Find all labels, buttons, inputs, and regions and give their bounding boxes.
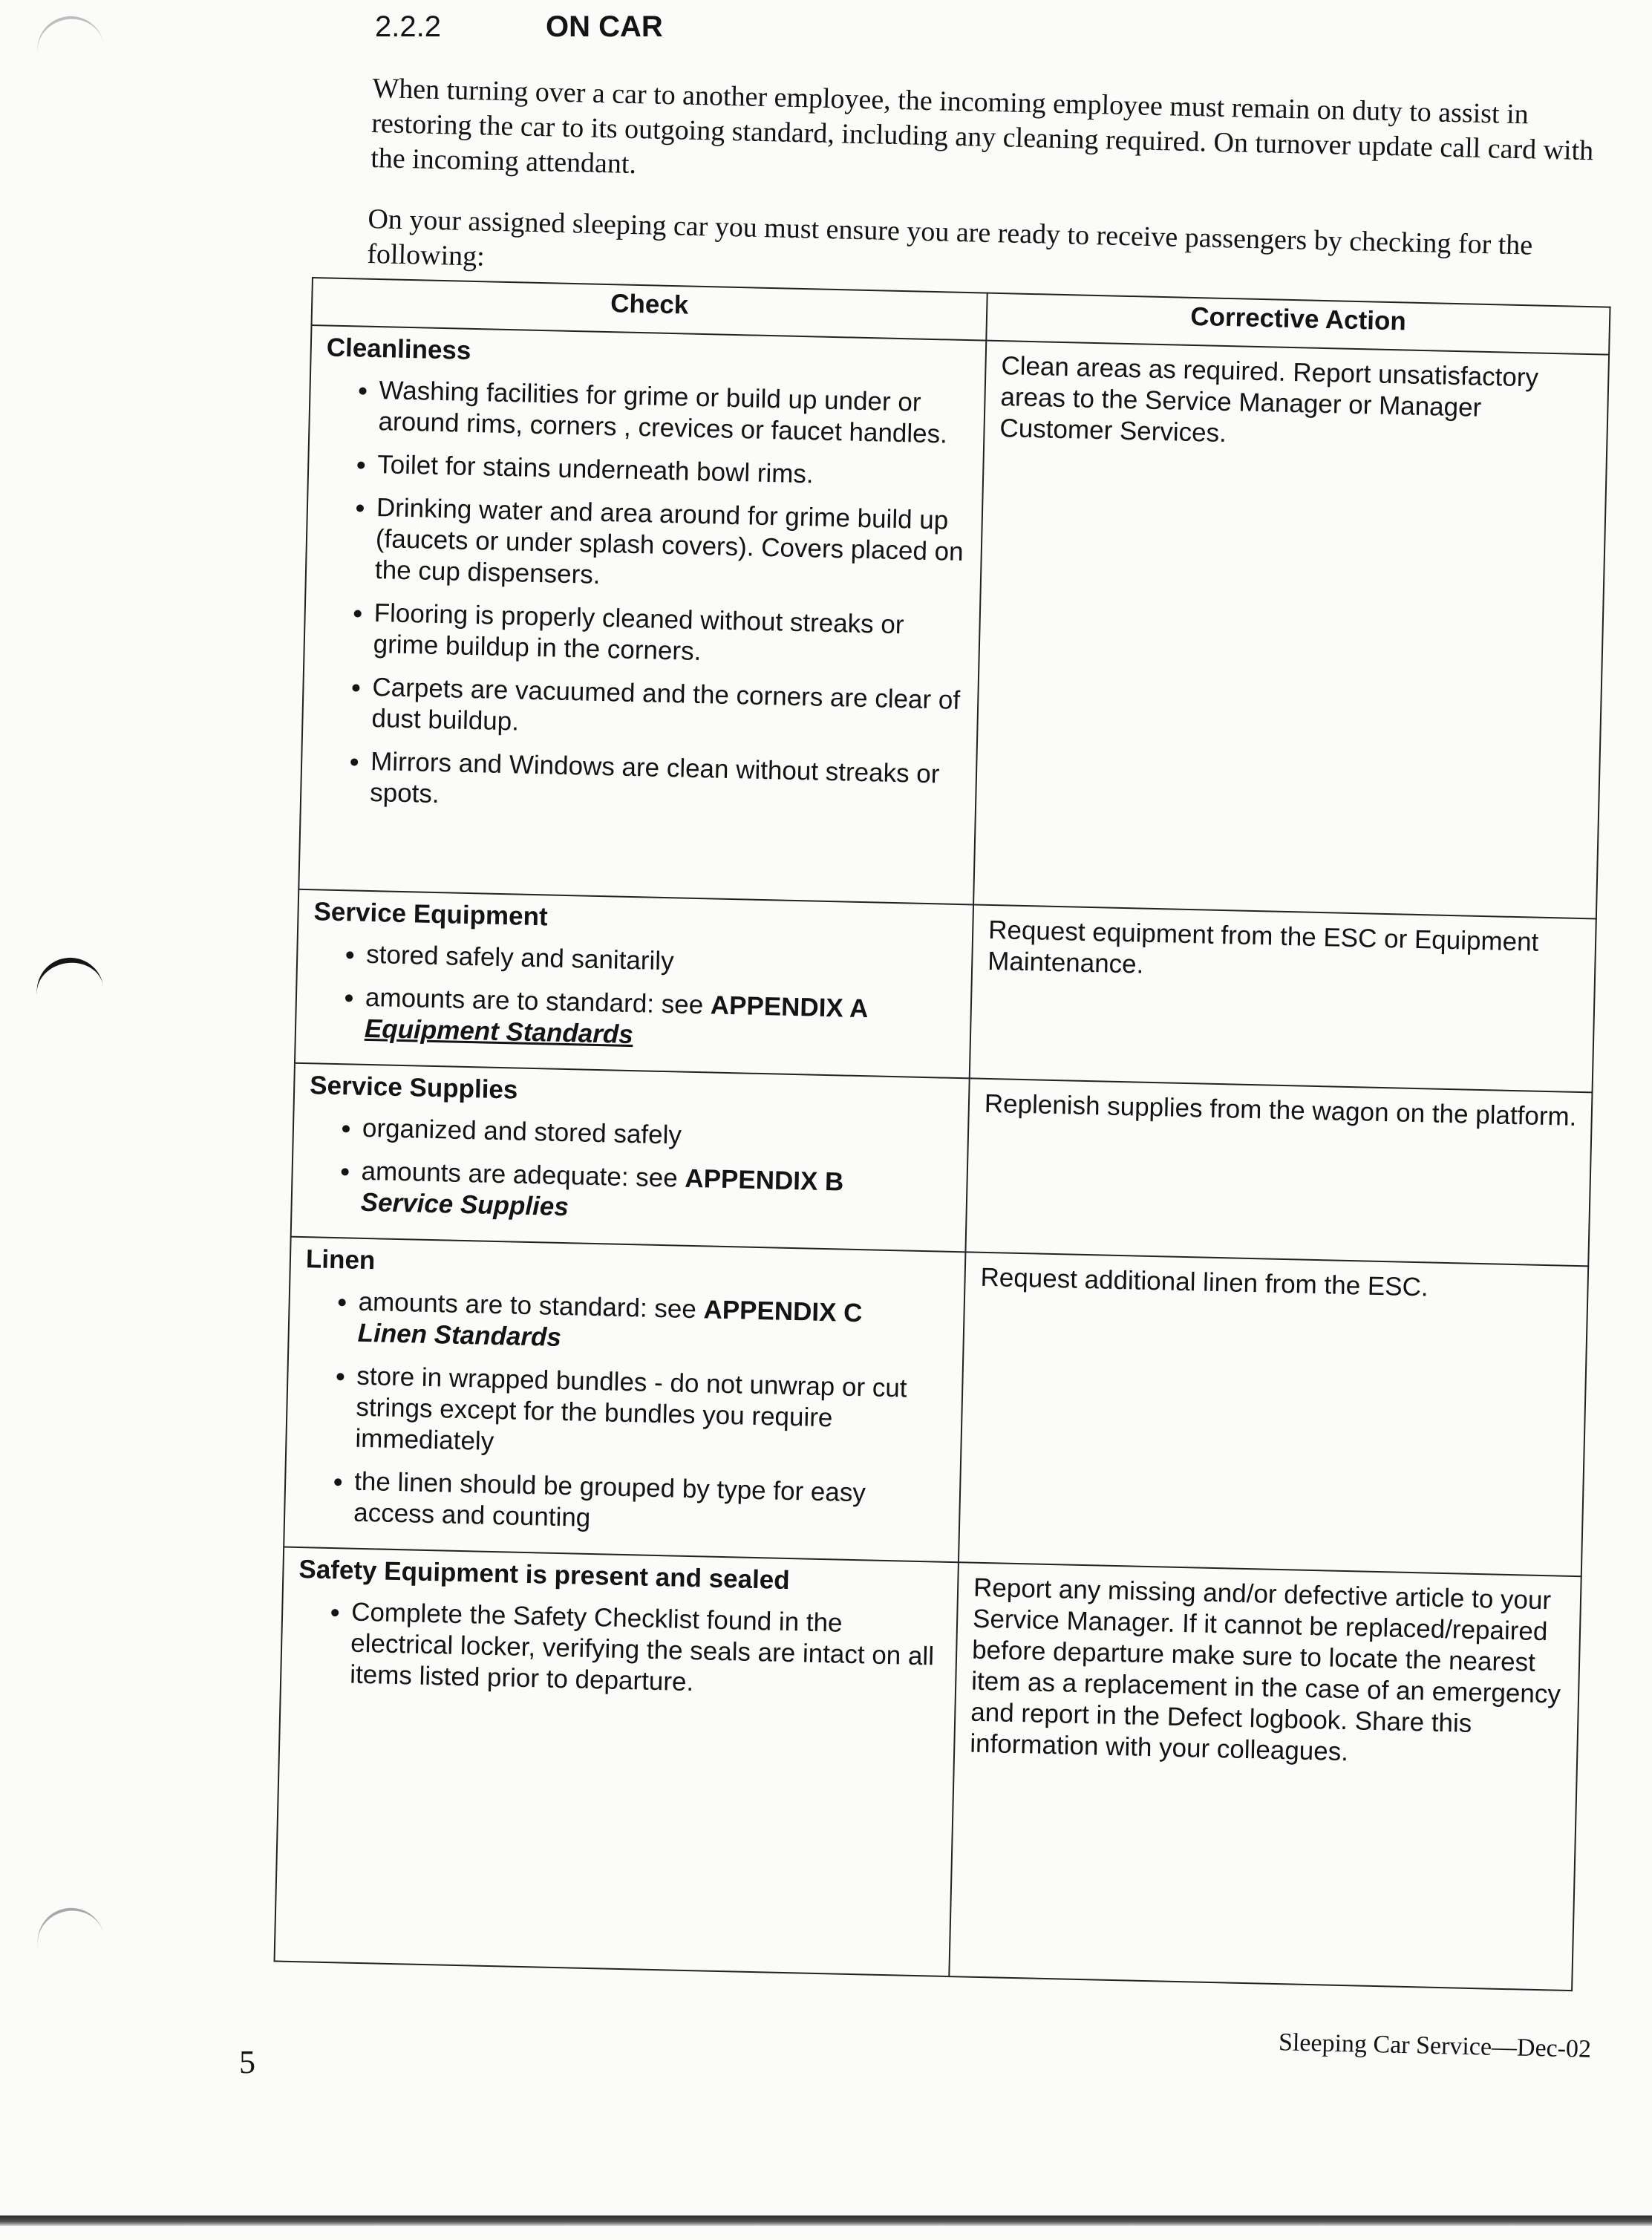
- list-item: • organized and stored safely: [362, 1113, 955, 1157]
- binder-hole-mark: [31, 1901, 106, 1962]
- appendix-label: APPENDIX B: [684, 1163, 844, 1197]
- list-item: • Toilet for stains underneath bowl rims.: [377, 449, 970, 494]
- action-cell: Clean areas as required. Report unsatisfactory areas to the Service Manager or Manager Customer Services.: [973, 341, 1609, 919]
- action-cell: Request additional linen from the ESC.: [959, 1252, 1588, 1576]
- row-title: Cleanliness: [326, 333, 471, 365]
- check-list: [296, 1596, 944, 1704]
- list-item: • Carpets are vacuumed and the corners are clear of dust buildup.: [371, 672, 964, 748]
- appendix-name: Equipment Standards: [364, 1013, 634, 1050]
- check-list: [307, 1111, 954, 1232]
- intro-paragraph: When turning over a car to another employee, the incoming employee must remain on duty to assist in restoring the car to its outgoing standard, including any cleaning required. On turnover update call card with the incoming attendant.: [370, 72, 1594, 180]
- check-list: [311, 938, 959, 1058]
- list-item: • Complete the Safety Checklist found in the electrical locker, verifying the seals are intact on all items listed prior to departure.: [350, 1597, 944, 1704]
- list-item-appendix: • amounts are to standard: see APPENDIX C Linen Standards: [357, 1287, 950, 1362]
- check-cell: [284, 1237, 965, 1563]
- binder-hole-mark: [33, 953, 105, 1012]
- appendix-label: APPENDIX A: [710, 990, 869, 1024]
- section-title: ON CAR: [546, 10, 663, 43]
- list-item: • Washing facilities for grime or build up under or around rims, corners , crevices or faucet handles.: [378, 375, 971, 451]
- action-cell: Request equipment from the ESC or Equipment Maintenance.: [970, 904, 1596, 1092]
- list-item-appendix: • amounts are to standard: see APPENDIX A Equipment Standards: [365, 982, 958, 1058]
- action-cell: Report any missing and/or defective article to your Service Manager. If it cannot be replaced/repaired before departure make sure to locate the nearest item as a replacement in the case of an emergency and report in the Defect logbook. Share this information with your colleagues.: [949, 1562, 1581, 1991]
- appendix-label: APPENDIX C: [703, 1295, 863, 1328]
- binder-hole-mark: [32, 11, 106, 70]
- list-item: • Drinking water and area around for grime build up (faucets or under splash covers). Covers placed on the cup dispensers.: [375, 492, 969, 599]
- table-row: [295, 889, 1596, 1093]
- check-cell: [275, 1547, 959, 1976]
- list-item: • the linen should be grouped by type for easy access and counting: [353, 1466, 947, 1542]
- row-title: Linen: [305, 1244, 376, 1276]
- check-cell: [291, 1063, 970, 1253]
- list-item-appendix: • amounts are adequate: see APPENDIX B Service Supplies: [360, 1156, 953, 1232]
- list-item: • store in wrapped bundles - do not unwrap or cut strings except for the bundles you require immediately: [355, 1361, 949, 1468]
- table-row: [275, 1547, 1581, 1991]
- scan-bottom-edge: [0, 2215, 1652, 2226]
- list-item: • Mirrors and Windows are clean without streaks or spots.: [370, 746, 963, 822]
- check-list: [300, 1285, 950, 1542]
- list-item: • stored safely and sanitarily: [366, 939, 959, 984]
- check-cell: [298, 325, 986, 904]
- section-number: 2.2.2: [375, 10, 441, 43]
- page-number: 5: [239, 2044, 255, 2080]
- table-row: [291, 1063, 1593, 1267]
- list-item: • Flooring is properly cleaned without streaks or grime buildup in the corners.: [373, 598, 966, 673]
- check-cell: [295, 889, 973, 1079]
- checklist-table: [273, 277, 1610, 1991]
- instruction-paragraph: On your assigned sleeping car you must ensure you are ready to receive passengers by checking for the following:: [366, 203, 1533, 272]
- check-list: [316, 373, 971, 822]
- action-cell: Replenish supplies from the wagon on the platform.: [965, 1078, 1592, 1266]
- column-header-action: Corrective Action: [986, 293, 1610, 355]
- table-row: [298, 325, 1609, 918]
- row-title: Safety Equipment is present and sealed: [298, 1555, 791, 1596]
- appendix-name: Linen Standards: [357, 1318, 562, 1352]
- row-title: Service Equipment: [313, 897, 549, 932]
- footer-text: Sleeping Car Service—Dec-02: [1278, 2028, 1592, 2063]
- checklist-table-container: [273, 277, 1610, 1991]
- column-header-check: Check: [312, 278, 987, 341]
- row-title: Service Supplies: [309, 1071, 518, 1105]
- appendix-name: Service Supplies: [360, 1187, 569, 1222]
- section-heading: [375, 10, 1489, 44]
- table-row: [284, 1237, 1588, 1577]
